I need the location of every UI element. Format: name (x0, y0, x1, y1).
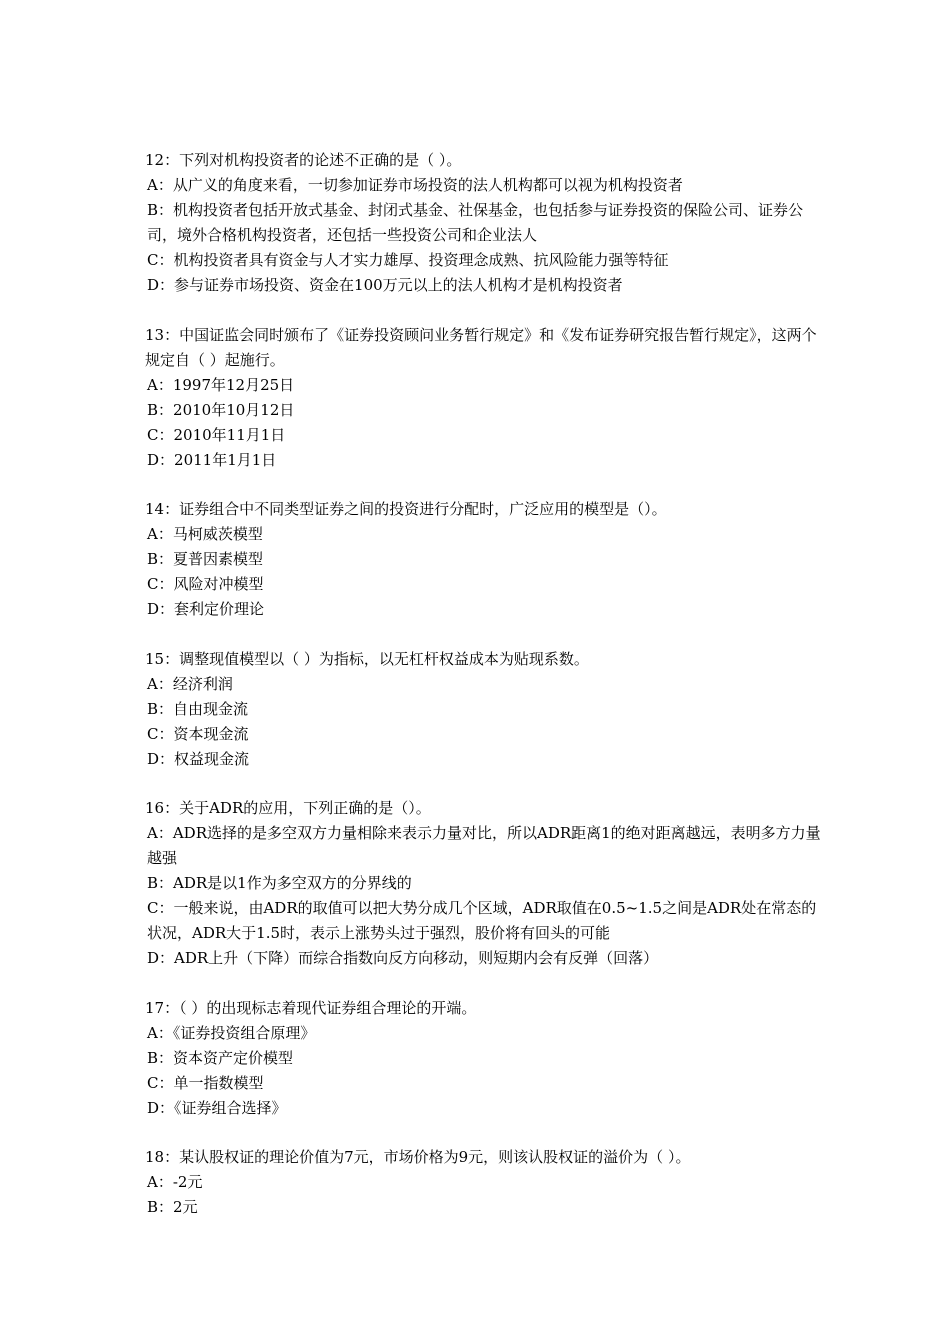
option-c: C：2010年11月1日 (147, 425, 286, 444)
option-b: B：自由现金流 (147, 699, 249, 718)
option-b: B：资本资产定价模型 (147, 1048, 294, 1067)
question-stem: 12：下列对机构投资者的论述不正确的是（ ）。 (145, 151, 462, 169)
option-b: B：夏普因素模型 (147, 550, 264, 568)
question-12 (145, 148, 825, 298)
question-stem: 18：某认股权证的理论价值为7元，市场价格为9元，则该认股权证的溢价为（ ）。 (145, 1148, 691, 1166)
question-stem: 15：调整现值模型以（ ）为指标，以无杠杆权益成本为贴现系数。 (145, 649, 589, 668)
question-18 (145, 1145, 825, 1220)
question-15 (145, 647, 825, 772)
option-b: B：2010年10月12日 (147, 400, 295, 419)
option-c: C：单一指数模型 (147, 1073, 264, 1092)
document-page (145, 148, 825, 1245)
question-stem: 16：关于ADR的应用，下列正确的是（）。 (145, 799, 431, 817)
option-d: D：2011年1月1日 (147, 450, 277, 469)
option-c: C：资本现金流 (147, 724, 249, 743)
option-d: D：参与证券市场投资、资金在100万元以上的法人机构才是机构投资者 (147, 276, 623, 294)
question-stem: 13：中国证监会同时颁布了《证券投资顾问业务暂行规定》和《发布证券研究报告暂行规定》，这两个规定自（ ）起施行。 (145, 325, 817, 369)
option-c: C：风险对冲模型 (147, 575, 264, 593)
option-a: A：1997年12月25日 (147, 375, 295, 394)
option-c: C：机构投资者具有资金与人才实力雄厚、投资理念成熟、抗风险能力强等特征 (147, 251, 669, 269)
question-14 (145, 497, 825, 622)
option-d: D：ADR上升（下降）而综合指数向反方向移动，则短期内会有反弹（回落） (147, 949, 659, 967)
option-a: A：从广义的角度来看，一切参加证券市场投资的法人机构都可以视为机构投资者 (147, 176, 683, 194)
option-d: D：套利定价理论 (147, 600, 265, 618)
option-a: A：经济利润 (147, 674, 233, 693)
question-13 (145, 323, 825, 473)
question-stem: 14：证券组合中不同类型证券之间的投资进行分配时，广泛应用的模型是（）。 (145, 500, 667, 518)
question-16 (145, 796, 825, 971)
option-b: B：ADR是以1作为多空双方的分界线的 (147, 874, 412, 892)
option-d: D：权益现金流 (147, 749, 250, 768)
question-stem: 17：（ ）的出现标志着现代证券组合理论的开端。 (145, 998, 477, 1017)
option-d: D：《证券组合选择》 (147, 1098, 287, 1117)
option-a: A：马柯威茨模型 (147, 525, 263, 543)
option-a: A：ADR选择的是多空双方力量相除来表示力量对比，所以ADR距离1的绝对距离越远，表明多方力量越强 (147, 824, 821, 867)
option-c: C：一般来说，由ADR的取值可以把大势分成几个区域，ADR取值在0.5~1.5之间是ADR处在常态的状况，ADR大于1.5时，表示上涨势头过于强烈，股价将有回头的可能 (147, 899, 817, 942)
option-b: B：2元 (147, 1198, 198, 1216)
question-17 (145, 996, 825, 1121)
option-b: B：机构投资者包括开放式基金、封闭式基金、社保基金，也包括参与证券投资的保险公司、证券公司，境外合格机构投资者，还包括一些投资公司和企业法人 (147, 201, 804, 244)
option-a: A：-2元 (147, 1173, 203, 1191)
option-a: A：《证券投资组合原理》 (147, 1023, 316, 1042)
